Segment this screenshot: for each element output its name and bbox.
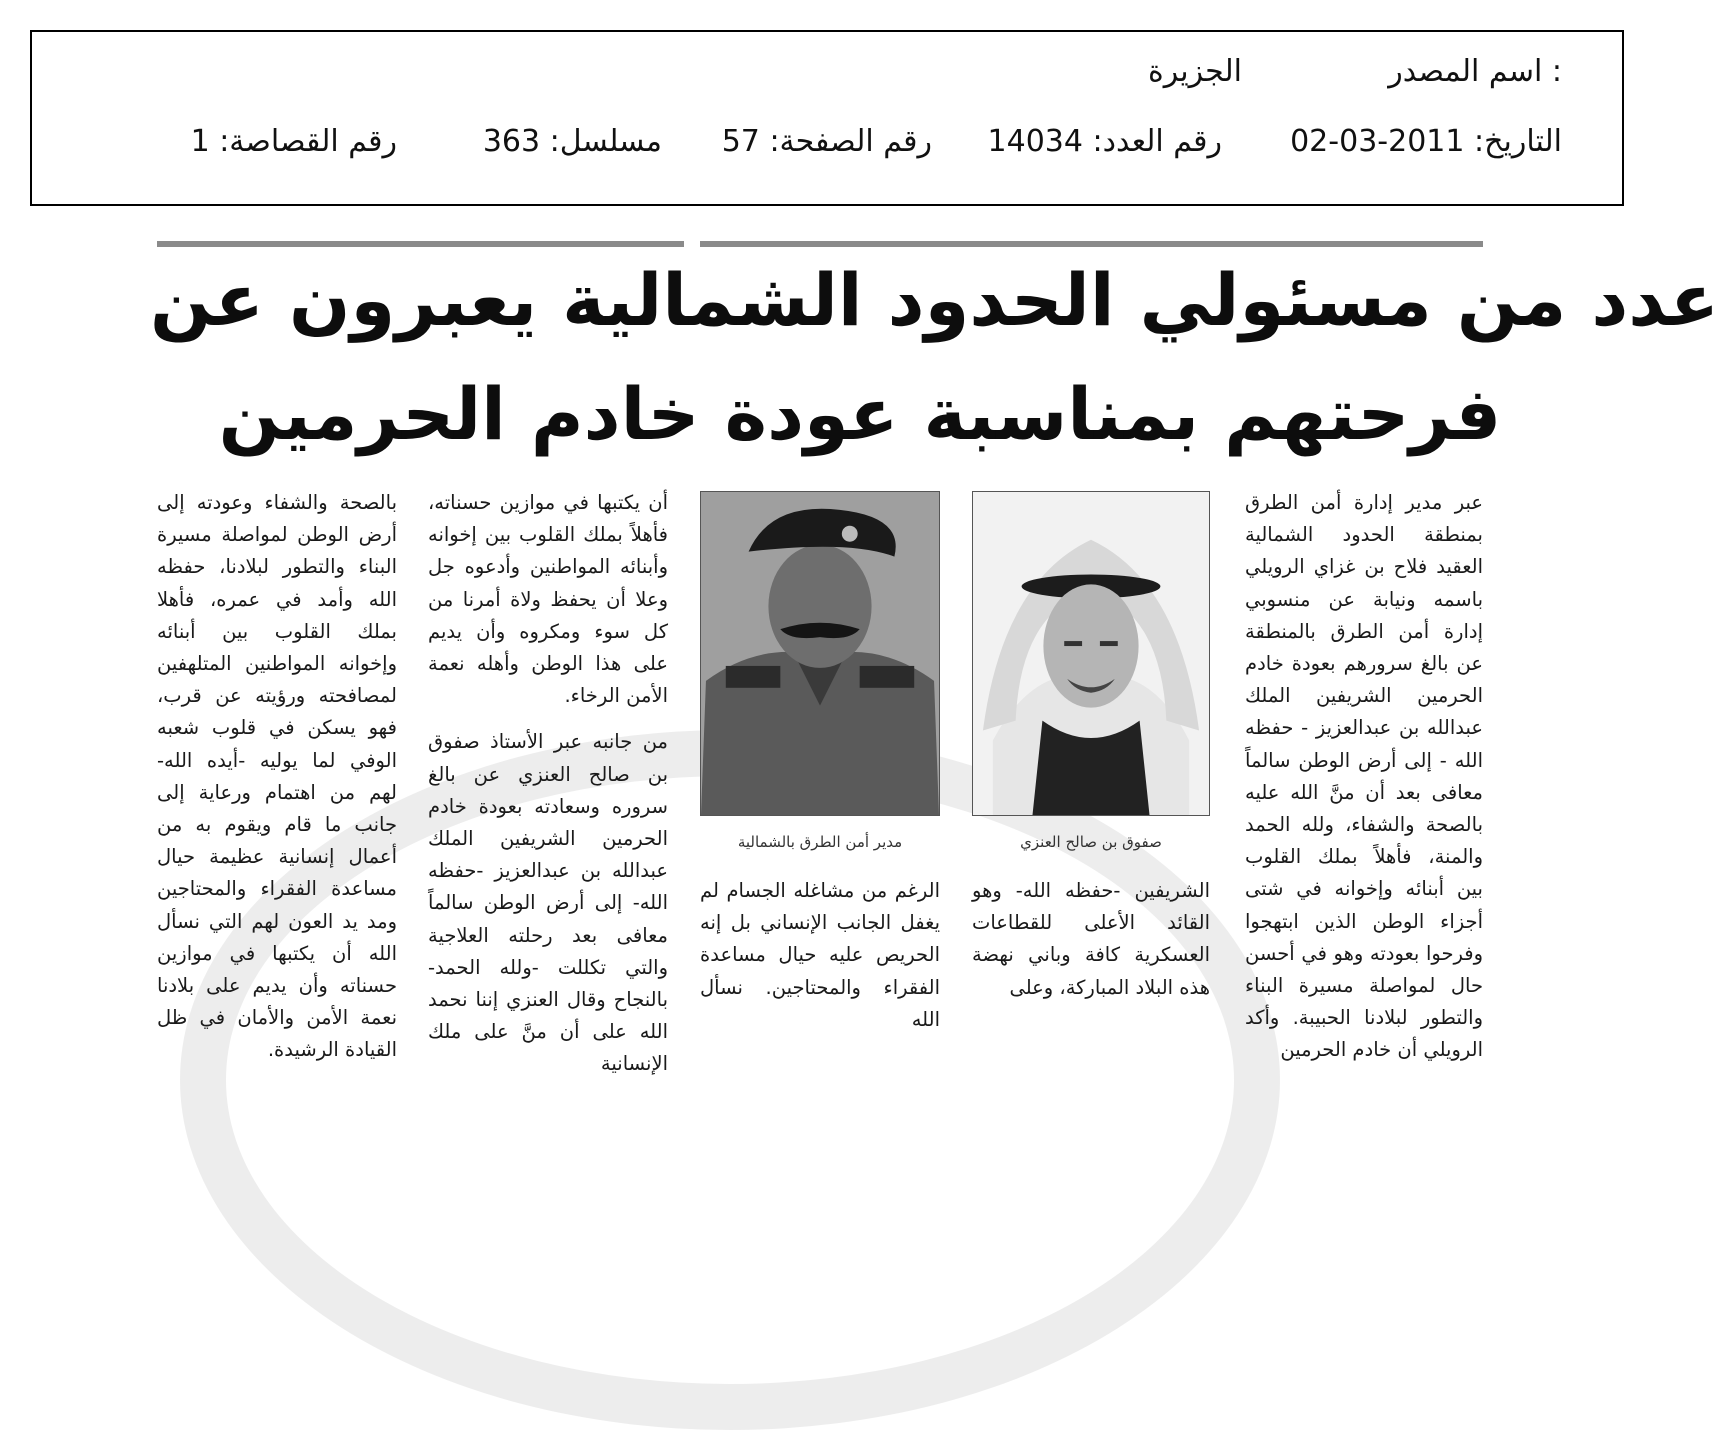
serial-number: مسلسل: 363	[482, 124, 662, 159]
column-5-text: بالصحة والشفاء وعودته إلى أرض الوطن لمواصلة مسيرة البناء والتطور لبلادنا، حفظه الله وأمد في عمره، فأهلا بملك القلوب بين أبنائه وإخوانه المواطنين المتلهفين لمصافحته ورؤيته عن قرب، فهو يسكن في قلوب شعبه الوفي لما يوليه -أيده الله- لهم من اهتمام ورعاية إلى جانب ما قام ويقوم به من أعمال إنسانية عظيمة حيال مساعدة الفقراء والمحتاجين ومد يد العون لهم التي نسأل الله أن يكتبها في موازين حسناته وأن يديم على بلادنا نعمة الأمن والأمان في ظل القيادة الرشيدة.	[157, 491, 397, 1062]
issue-number: رقم العدد: 14034	[987, 124, 1222, 159]
headline-line-2: فرحتهم بمناسبة عودة خادم الحرمين	[218, 372, 1502, 456]
article-column-4	[428, 487, 668, 1076]
clipping-number: رقم القصاصة: 1	[190, 124, 397, 159]
photo-road-security-director	[700, 491, 940, 816]
article-column-3	[700, 875, 940, 1031]
top-rule-right	[700, 241, 1483, 247]
source-info-box	[30, 30, 1624, 206]
article-column-5	[157, 487, 397, 1062]
article-column-2	[972, 875, 1210, 999]
column-4-paragraph-1: أن يكتبها في موازين حسناته، فأهلاً بملك القلوب بين إخوانه وأبنائه المواطنين وأدعوه جل وعلا أن يحفظ ولاة أمرنا من كل سوء ومكروه وأن يديم على هذا الوطن وأهله نعمة الأمن الرخاء.	[428, 491, 668, 708]
article-column-1	[1245, 487, 1483, 1062]
photo-caption-right: صفوق بن صالح العنزي	[1020, 833, 1162, 851]
photo-safouq-alanazi	[972, 491, 1210, 816]
headline-line-1: عدد من مسئولي الحدود الشمالية يعبرون عن	[150, 258, 1719, 342]
column-1-text: عبر مدير إدارة أمن الطرق بمنطقة الحدود الشمالية العقيد فلاح بن غزاي الرويلي باسمه ونيابة عن منسوبي إدارة أمن الطرق بالمنطقة عن بالغ سرورهم بعودة خادم الحرمين الشريفين الملك عبدالله بن عبدالعزيز - حفظه الله - إلى أرض الوطن سالماً معافى بعد أن منَّ الله عليه بالصحة والشفاء، ولله الحمد والمنة، فأهلاً بملك القلوب بين أبنائه وإخوانه في شتى أجزاء الوطن الذين ابتهجوا وفرحوا بعودته وهو في أحسن حال لمواصلة مسيرة البناء والتطور لبلادنا الحبيبة. وأكد الرويلي أن خادم الحرمين	[1245, 491, 1483, 1062]
column-3-text: الرغم من مشاغله الجسام لم يغفل الجانب الإنساني بل إنه الحريص عليه حيال مساعدة الفقراء والمحتاجين. نسأل الله	[700, 879, 940, 1031]
date-field: التاريخ: 2011-03-02	[1290, 124, 1562, 159]
top-rule-left	[157, 241, 684, 247]
photo-caption-left: مدير أمن الطرق بالشمالية	[737, 833, 903, 851]
column-4-paragraph-2: من جانبه عبر الأستاذ صفوق بن صالح العنزي عن بالغ سروره وسعادته بعودة خادم الحرمين الشريفين الملك عبدالله بن عبدالعزيز -حفظه الله- إلى أرض الوطن سالماً معافى بعد رحلته العلاجية والتي تكللت -ولله الحمد- بالنجاح وقال العنزي إننا نحمد الله على أن منَّ على ملك الإنسانية	[428, 730, 668, 1076]
column-2-text: الشريفين -حفظه الله- وهو القائد الأعلى للقطاعات العسكرية كافة وباني نهضة هذه البلاد المباركة، وعلى	[972, 879, 1210, 999]
source-value: الجزيرة	[1147, 54, 1242, 89]
source-label: اسم المصدر :	[1388, 54, 1562, 89]
page-number: رقم الصفحة: 57	[721, 124, 932, 159]
